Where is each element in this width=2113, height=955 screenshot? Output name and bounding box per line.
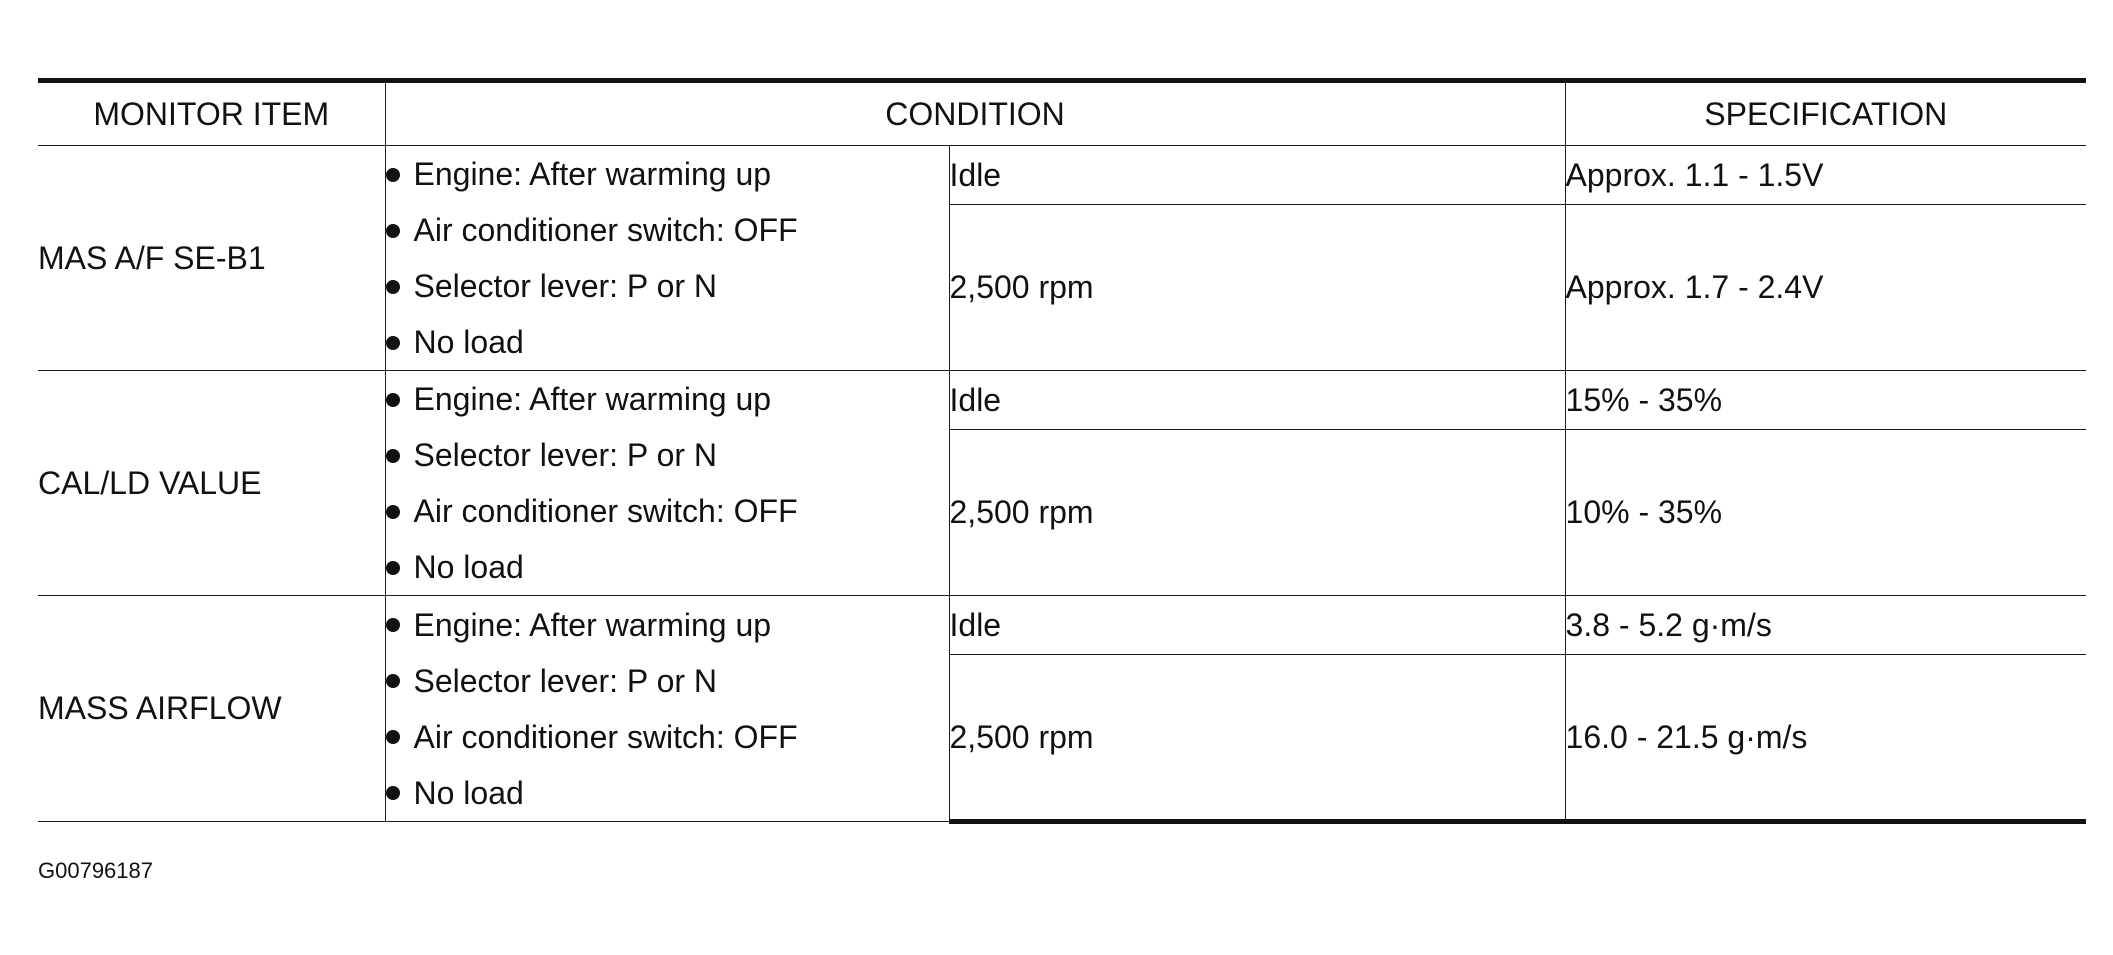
- bullet-icon: [386, 393, 400, 407]
- bullet-icon: [386, 730, 400, 744]
- condition-list: [386, 597, 949, 821]
- monitor-item-cell: MAS A/F SE-B1: [38, 146, 385, 371]
- header-condition: CONDITION: [385, 81, 1565, 146]
- monitor-spec-table: [38, 78, 2086, 824]
- list-item: Engine: After warming up: [386, 597, 949, 653]
- spec-cell: 16.0 - 21.5 g·m/s: [1565, 655, 2086, 822]
- table-header-row: [38, 81, 2086, 146]
- bullet-icon: [386, 505, 400, 519]
- rpm-cell: Idle: [949, 596, 1565, 655]
- list-item: Air conditioner switch: OFF: [386, 709, 949, 765]
- rpm-cell: 2,500 rpm: [949, 430, 1565, 596]
- bullet-icon: [386, 336, 400, 350]
- rpm-cell: Idle: [949, 146, 1565, 205]
- list-item: Selector lever: P or N: [386, 653, 949, 709]
- spec-cell: Approx. 1.1 - 1.5V: [1565, 146, 2086, 205]
- rpm-cell: Idle: [949, 371, 1565, 430]
- header-specification: SPECIFICATION: [1565, 81, 2086, 146]
- list-item: Selector lever: P or N: [386, 427, 949, 483]
- list-item: Selector lever: P or N: [386, 258, 949, 314]
- condition-list-cell: [385, 371, 949, 596]
- list-item: Air conditioner switch: OFF: [386, 483, 949, 539]
- bullet-icon: [386, 561, 400, 575]
- spec-table-container: [38, 78, 2086, 824]
- table-row: [38, 371, 2086, 430]
- header-monitor-item: MONITOR ITEM: [38, 81, 385, 146]
- spec-cell: Approx. 1.7 - 2.4V: [1565, 205, 2086, 371]
- rpm-cell: 2,500 rpm: [949, 655, 1565, 822]
- bullet-icon: [386, 168, 400, 182]
- figure-code: G00796187: [38, 858, 153, 883]
- bullet-icon: [386, 786, 400, 800]
- list-item: No load: [386, 765, 949, 821]
- list-item: No load: [386, 539, 949, 595]
- bullet-icon: [386, 618, 400, 632]
- condition-list: [386, 371, 949, 595]
- condition-list: [386, 146, 949, 370]
- table-row: [38, 146, 2086, 205]
- bullet-icon: [386, 674, 400, 688]
- rpm-cell: 2,500 rpm: [949, 205, 1565, 371]
- table-row: [38, 596, 2086, 655]
- list-item: Engine: After warming up: [386, 371, 949, 427]
- condition-list-cell: [385, 596, 949, 822]
- condition-list-cell: [385, 146, 949, 371]
- spec-cell: 3.8 - 5.2 g·m/s: [1565, 596, 2086, 655]
- list-item: No load: [386, 314, 949, 370]
- spec-cell: 10% - 35%: [1565, 430, 2086, 596]
- list-item: Engine: After warming up: [386, 146, 949, 202]
- spec-cell: 15% - 35%: [1565, 371, 2086, 430]
- bullet-icon: [386, 449, 400, 463]
- monitor-item-cell: CAL/LD VALUE: [38, 371, 385, 596]
- bullet-icon: [386, 280, 400, 294]
- list-item: Air conditioner switch: OFF: [386, 202, 949, 258]
- monitor-item-cell: MASS AIRFLOW: [38, 596, 385, 822]
- bullet-icon: [386, 224, 400, 238]
